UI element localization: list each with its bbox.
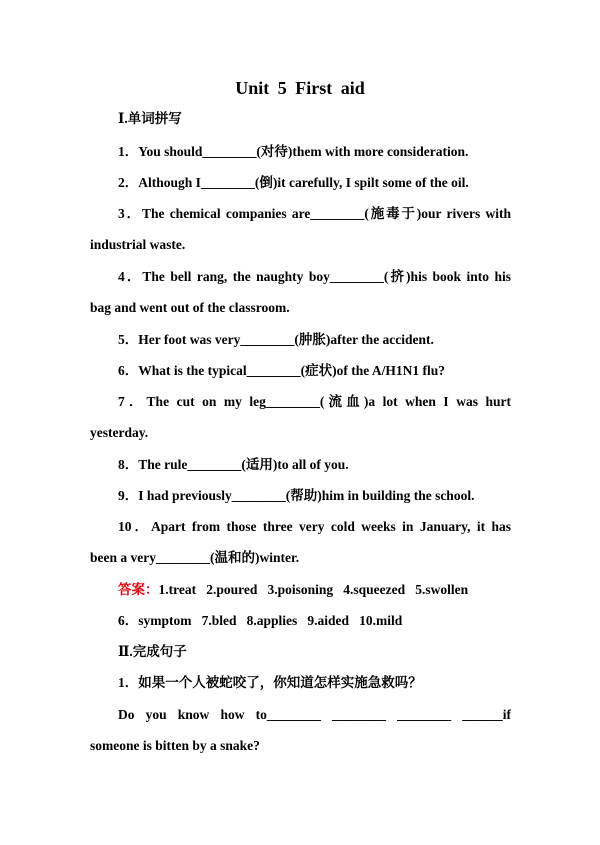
sentence-1-continuation: someone is bitten by a snake? — [90, 738, 260, 753]
question-7-continuation: yesterday. — [90, 425, 149, 440]
question-6: 6．What is the typical________(症状)of the A/H1N1 flu? — [118, 363, 445, 378]
sentence-1-english: Do you know how to________ ________ ________ ______if — [118, 707, 511, 722]
answer-line-2: 6．symptom 7.bled 8.applies 9.aided 10.mild — [118, 613, 403, 628]
question-9: 9．I had previously________(帮助)him in building the school. — [118, 488, 475, 503]
question-4: 4．The bell rang, the naughty boy________(挤)his book into his — [118, 269, 511, 284]
question-1: 1．You should________(对待)them with more consideration. — [118, 144, 469, 159]
question-10: 10．Apart from those three very cold weeks in January, it has — [118, 519, 511, 534]
question-8: 8．The rule________(适用)to all of you. — [118, 457, 349, 472]
question-3-continuation: industrial waste. — [90, 237, 186, 252]
question-4-continuation: bag and went out of the classroom. — [90, 300, 290, 315]
answer-text-1: 1.treat 2.poured 3.poisoning 4.squeezed 5.swollen — [158, 582, 469, 597]
sentence-1-chinese: 1．如果一个人被蛇咬了，你知道怎样实施急救吗？ — [118, 675, 422, 690]
section1-heading: Ⅰ.单词拼写 — [118, 111, 182, 126]
answer-label: 答案： — [118, 582, 159, 597]
answer-line-1 — [118, 581, 468, 599]
question-5: 5．Her foot was very________(肿胀)after the accident. — [118, 332, 434, 347]
page-title: Unit 5 First aid — [235, 78, 365, 98]
question-3: 3．The chemical companies are________(施毒于)our rivers with — [118, 206, 511, 221]
question-2: 2．Although I________(倒)it carefully, I spilt some of the oil. — [118, 175, 469, 190]
section2-heading: Ⅱ.完成句子 — [118, 644, 187, 659]
question-7: 7．The cut on my leg________(流血)a lot when I was hurt — [118, 394, 511, 409]
question-10-continuation: been a very________(温和的)winter. — [90, 550, 300, 565]
